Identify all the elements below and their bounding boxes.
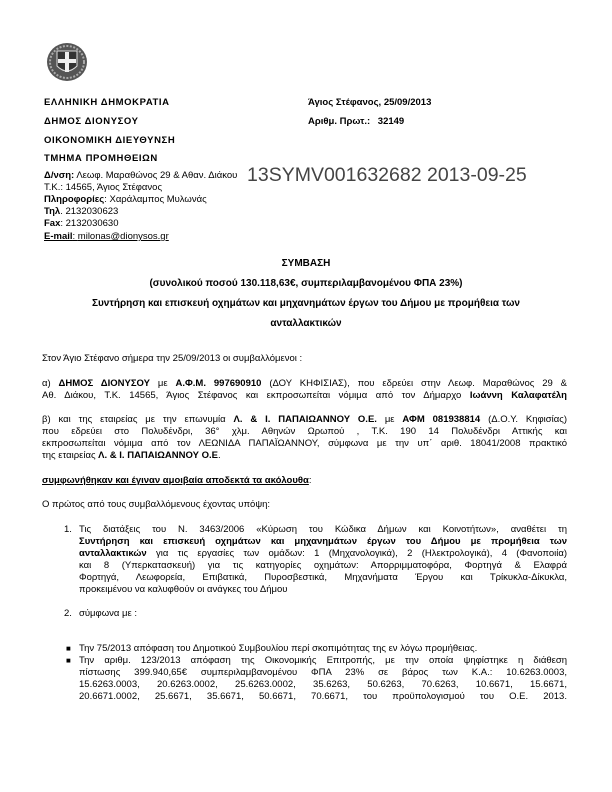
party-b-line4: της εταιρείας Λ. & Ι. ΠΑΠΑΙΩΑΝΝΟΥ Ο.Ε. (42, 450, 221, 461)
fax-label: Fax (44, 218, 61, 229)
intro-text: Στον Άγιο Στέφανο σήμερα την 25/09/2013 οι συμβαλλόμενοι : (42, 353, 303, 364)
bullet-1-line1: Την 75/2013 απόφαση του Δημοτικού Συμβουλίου περί σκοπιμότητας της εν λόγω προμήθειας. (79, 643, 478, 654)
item-2-number: 2. (64, 608, 72, 619)
address-value: Λεωφ. Μαραθώνος 29 & Αθαν. Διάκου (74, 170, 238, 181)
item-1-line4: και 8 (Υπερκατασκευή) για τις κατηγορίες οχημάτων: Απορριμματοφόρα, Φορτηγά & Ελαφρά (79, 560, 567, 571)
item-1-line6: προκειμένου να καλυφθούν οι ανάγκες του Δήμου (79, 584, 288, 595)
party-b-line2: που εδρεύει στο Πολυδένδρι, 36° χλμ. Αθηνών Ωρωπού , Τ.Κ. 190 14 Πολυδένδρι Αττικής και (42, 426, 567, 437)
bullet-2-line1: Την αριθμ. 123/2013 απόφαση της Οικονομικής Επιτροπής, με την οποία ψηφίστηκε η διάθεση (79, 655, 567, 666)
address (44, 170, 237, 181)
telephone (44, 206, 118, 217)
place-date: Άγιος Στέφανος, 25/09/2013 (308, 97, 432, 108)
contract-subject-line1: Συντήρηση και επισκευή οχημάτων και μηχανημάτων έργων του Δήμου με προμήθεια των (91, 298, 520, 309)
fax-value: : 2132030630 (60, 218, 119, 229)
party-a-line1: α) ΔΗΜΟΣ ΔΙΟΝΥΣΟΥ με Α.Φ.Μ. 997690910 (ΔΟΥ ΚΗΦΙΣΙΑΣ), που εδρεύει στην Λεωφ. Μαραθώνος 29 & (42, 378, 567, 389)
address-label: Δ/νση: (44, 170, 75, 181)
item-2-text: σύμφωνα με : (79, 608, 137, 619)
party-a-mayor: Ιωάννη Καλαφατέλη (469, 390, 567, 401)
contract-amount: (συνολικού ποσού 130.118,63€, συμπεριλαμβανομένου ΦΠΑ 23%) (149, 278, 463, 289)
bullet-2-line4: 20.6671.0002, 25.6671, 35.6671, 50.6671, 70.6671, του προϋπολογισμού του Ο.Ε. 2013. (79, 691, 567, 702)
fax (44, 218, 119, 229)
bullet-icon: ■ (66, 644, 71, 653)
org-line-directorate: ΟΙΚΟΝΟΜΙΚΗ ΔΙΕΥΘΥΝΣΗ (44, 135, 176, 146)
protocol-label: Αριθμ. Πρωτ.: (308, 116, 371, 127)
party-a-name: ΔΗΜΟΣ ΔΙΟΝΥΣΟΥ (58, 378, 150, 389)
info-label: Πληροφορίες (44, 194, 105, 205)
contract-heading: ΣΥΜΒΑΣΗ (281, 258, 331, 269)
greek-coat-of-arms-icon (45, 42, 89, 82)
org-line-department: ΤΜΗΜΑ ΠΡΟΜΗΘΕΙΩΝ (44, 153, 158, 164)
protocol-number: 32149 (377, 116, 405, 127)
first-party-text: Ο πρώτος από τους συμβαλλόμενους έχοντας υπόψη: (42, 499, 271, 510)
party-a-line2: Αθ. Διάκου, Τ.Κ. 14565, Άγιος Στέφανος και εκπροσωπείται νόμιμα από τον Δήμαρχο Ιωάννη Καλαφατέλη (42, 390, 567, 401)
org-line-republic: ΕΛΛΗΝΙΚΗ ΔΗΜΟΚΡΑΤΙΑ (44, 97, 170, 108)
email-label: E-mail (44, 231, 73, 242)
party-b-line3: εκπροσωπείται νόμιμα από τον ΛΕΩΝΙΔΑ ΠΑΠΑΪΩΑΝΝΟΥ, σύμφωνα με την υπ΄ αριθ. 18041/2008 πρακτικό (42, 438, 567, 449)
email-link[interactable]: milonas@dionysos.gr (77, 231, 169, 242)
contract-subject-line2: ανταλλακτικών (270, 318, 342, 329)
item-1-line2: Συντήρηση και επισκευή οχημάτων και μηχανημάτων έργων του Δήμου με προμήθεια των (79, 536, 567, 547)
party-b-afm: ΑΦΜ 081938814 (402, 414, 481, 425)
postal-code: Τ.Κ.: 14565, Άγιος Στέφανος (44, 182, 163, 193)
item-1-line3: ανταλλακτικών για τις εργασίες των ομάδων: 1 (Μηχανολογικά), 2 (Ηλεκτρολογικά), 4 (Φανοποιία) (79, 548, 567, 559)
bullet-2-line3: 15.6263.0003, 20.6263.0002, 25.6263.0002, 35.6263, 50.6263, 70.6263, 10.6671, 15.6671, (79, 679, 567, 690)
bullet-2-line2: πίστωσης 399.940,65€ συμπεριλαμβανομένου ΦΠΑ 23% σε βάρος των Κ.Α.: 10.6263.0003, (79, 667, 567, 678)
tel-label: Τηλ (44, 206, 61, 217)
item-1-line5: Φορτηγά, Λεωφορεία, Επιβατικά, Πυροσβεστικά, Μηχανήματα Έργου και Τρίκυκλα-Δίκυκλα, (79, 572, 567, 583)
email[interactable]: E-mail: milonas@dionysos.gr (44, 231, 169, 242)
org-line-municipality: ΔΗΜΟΣ ΔΙΟΝΥΣΟΥ (44, 116, 139, 127)
party-b-company: Λ. & Ι. ΠΑΠΑΙΩΑΝΝΟΥ Ο.Ε. (233, 414, 377, 425)
tel-value: . 2132030623 (60, 206, 119, 217)
agreed-heading: συμφωνήθηκαν και έγιναν αμοιβαία αποδεκτά τα ακόλουθα: (42, 475, 312, 486)
bullet-icon: ■ (66, 656, 71, 665)
item-1-line1: Τις διατάξεις του Ν. 3463/2006 «Κύρωση του Κώδικα Δήμων και Κοινοτήτων», αναθέτει τη (79, 524, 567, 535)
party-b-line1: β) και της εταιρείας με την επωνυμία Λ. & Ι. ΠΑΠΑΙΩΑΝΝΟΥ Ο.Ε. με ΑΦΜ 081938814 (Δ.Ο.Υ. Κηφισίας) (42, 414, 567, 425)
document-stamp: 13SYMV001632682 2013-09-25 (247, 164, 527, 186)
party-a-afm: Α.Φ.Μ. 997690910 (175, 378, 262, 389)
info-contact (44, 194, 207, 205)
protocol (308, 116, 404, 127)
info-value: : Χαράλαμπος Μυλωνάς (104, 194, 207, 205)
item-1-number: 1. (64, 524, 72, 535)
